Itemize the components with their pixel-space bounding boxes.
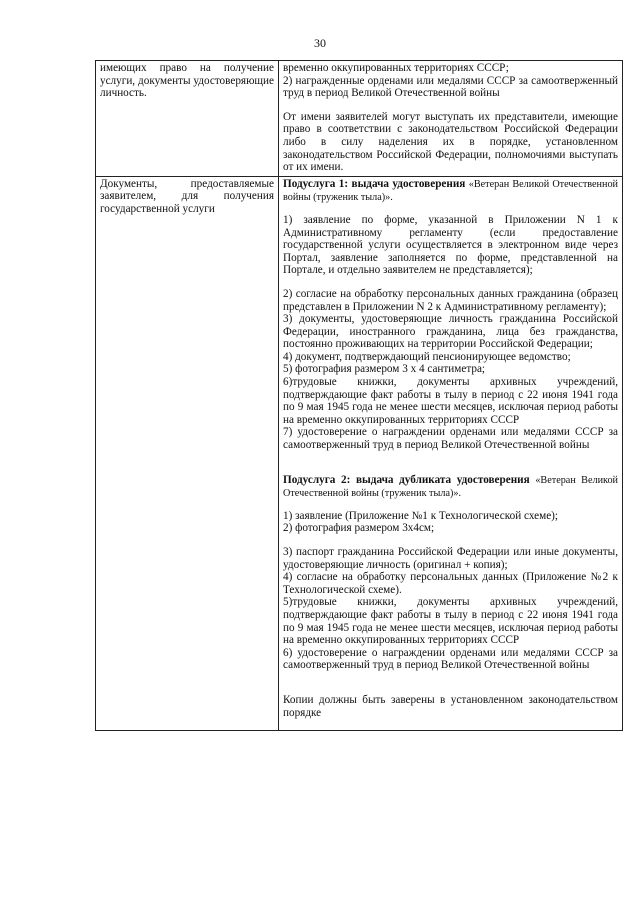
table-row <box>96 61 623 177</box>
list-item: 3) документы, удостоверяющие личность гражданина Российской Федерации, иностранного гражданина, лица без гражданства, постоянно проживающих на территории Российской Федерации; <box>283 313 618 351</box>
table-row <box>96 176 623 730</box>
documents-cell-text: Документы, предоставляемые заявителем, для получения государственной услуги <box>100 177 274 215</box>
list-item: 4) согласие на обработку персональных данных (Приложение №2 к Технологической схеме). <box>283 571 618 596</box>
page-number: 30 <box>314 36 326 50</box>
requirements-table <box>95 60 623 731</box>
list-item: 2) согласие на обработку персональных данных гражданина (образец представлен в Приложении N 2 к Административному регламенту); <box>283 287 618 313</box>
table-cell-left <box>96 176 279 730</box>
subservice-2-title: Подуслуга 2: выдача дубликата удостоверения <box>283 473 530 486</box>
list-item: 5) фотография размером 3 х 4 сантиметра; <box>283 363 486 376</box>
list-item: 4) документ, подтверждающий пенсионирующее ведомство; <box>283 350 571 363</box>
paragraph: 2) награжденные орденами или медалями СССР за самоотверженный труд в период Великой Отечественной войны <box>283 74 618 100</box>
subservice-1-title: Подуслуга 1: выдача удостоверения <box>283 177 466 190</box>
copies-note: Копии должны быть заверены в установленном законодательством порядке <box>283 693 618 719</box>
list-item: 1) заявление по форме, указанной в Приложении N 1 к Административному регламенту (если предоставление государственной услуги осуществляется в электронном виде через Портал, заявление заполняется по форме, представленной на Портале, и отдельно заявителем не представляется); <box>283 213 618 277</box>
subservice-2-title-tail: «Ветеран Великой Отечественной войны (труженик тыла)». <box>283 474 619 500</box>
representatives-paragraph: От имени заявителей могут выступать их представители, имеющие право в соответствии с законодательством Российской Федерации либо в силу наделения их в порядке, установленном законодательством Российской Федерации, полномочиями выступать от их имени. <box>283 110 618 174</box>
list-item: 2) фотография размером 3х4см; <box>283 522 435 535</box>
list-item: 3) паспорт гражданина Российской Федерации или иные документы, удостоверяющие личность (оригинал + копия); <box>283 546 618 571</box>
list-item: 5)трудовые книжки, документы архивных учреждений, подтверждающие факт работы в тылу в период с 22 июня 1941 года по 9 мая 1945 года не менее шести месяцев, исключая период работы на временно оккупированных территориях СССР <box>283 596 618 647</box>
list-item: 7) удостоверение о награждении орденами или медалями СССР за самоотверженный труд в период Великой Отечественной войны <box>283 426 618 452</box>
table-cell-right <box>279 176 623 730</box>
applicants-cell-text: имеющих право на получение услуги, документы удостоверяющие личность. <box>100 62 274 100</box>
subservice-1-heading <box>283 178 618 205</box>
subservice-2-heading <box>283 474 618 501</box>
list-item: 6)трудовые книжки, документы архивных учреждений, подтверждающие факт работы в тылу в период с 22 июня 1941 года по 9 мая 1945 года не менее шести месяцев, исключая период работы на временно оккупированных территориях СССР <box>283 376 618 426</box>
paragraph: временно оккупированных территориях СССР; <box>283 62 509 74</box>
list-item: 6) удостоверение о награждении орденами или медалями СССР за самоотверженный труд в период Великой Отечественной войны <box>283 646 618 672</box>
list-item: 1) заявление (Приложение №1 к Технологической схеме); <box>283 509 558 522</box>
table-cell-right <box>279 61 623 177</box>
table-cell-left <box>96 61 279 177</box>
subservice-1-title-tail: «Ветеран Великой Отечественной войны (труженик тыла)». <box>283 178 618 204</box>
